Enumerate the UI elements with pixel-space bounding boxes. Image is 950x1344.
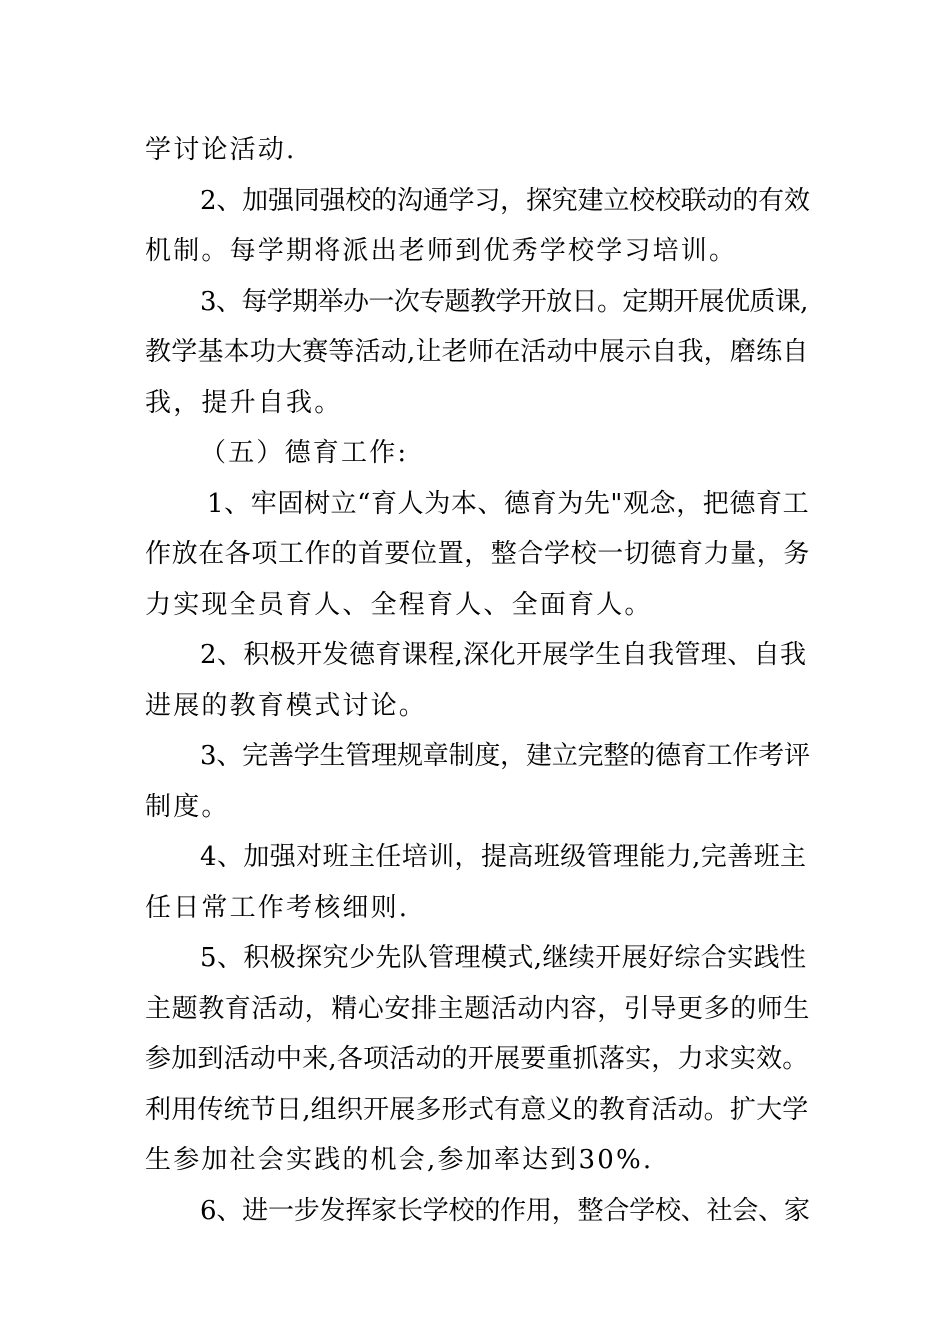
text-line: 生参加社会实践的机会,参加率达到30%. [145, 1145, 654, 1175]
text-line: 5、积极探究少先队管理模式,继续开展好综合实践性 [200, 943, 807, 973]
text-line: 制度。 [145, 791, 230, 822]
text-line: 1、牢固树立“育人为本、德育为先"观念，把德育工 [207, 488, 810, 519]
text-line: 任日常工作考核细则. [145, 892, 410, 923]
text-line: 主题教育活动，精心安排主题活动内容，引导更多的师生 [145, 993, 811, 1024]
document-body [145, 125, 810, 1236]
text-line: 2、加强同强校的沟通学习，探究建立校校联动的有效 [200, 185, 810, 216]
section-heading: （五）德育工作: [200, 438, 409, 468]
text-line: 作放在各项工作的首要位置，整合学校一切德育力量，务 [145, 539, 811, 569]
text-line: 6、进一步发挥家长学校的作用，整合学校、社会、家 [200, 1195, 810, 1226]
text-line: 利用传统节日,组织开展多形式有意义的教育活动。扩大学 [145, 1094, 809, 1125]
text-line: 机制。每学期将派出老师到优秀学校学习培训。 [145, 236, 738, 266]
text-line: 3、每学期举办一次专题教学开放日。定期开展优质课, [200, 286, 808, 317]
text-line: 我，提升自我。 [145, 387, 343, 418]
text-line: 3、完善学生管理规章制度，建立完整的德育工作考评 [200, 741, 810, 771]
text-line: 学讨论活动. [145, 135, 297, 165]
text-line: 2、积极开发德育课程,深化开展学生自我管理、自我 [200, 640, 807, 670]
text-line: 参加到活动中来,各项活动的开展要重抓落实，力求实效。 [145, 1044, 809, 1074]
text-line: 进展的教育模式讨论。 [145, 690, 428, 721]
text-line: 4、加强对班主任培训，提高班级管理能力,完善班主 [200, 842, 807, 872]
text-line: 教学基本功大赛等活动,让老师在活动中展示自我，磨练自 [145, 337, 809, 367]
text-line: 力实现全员育人、全程育人、全面育人。 [145, 589, 653, 620]
